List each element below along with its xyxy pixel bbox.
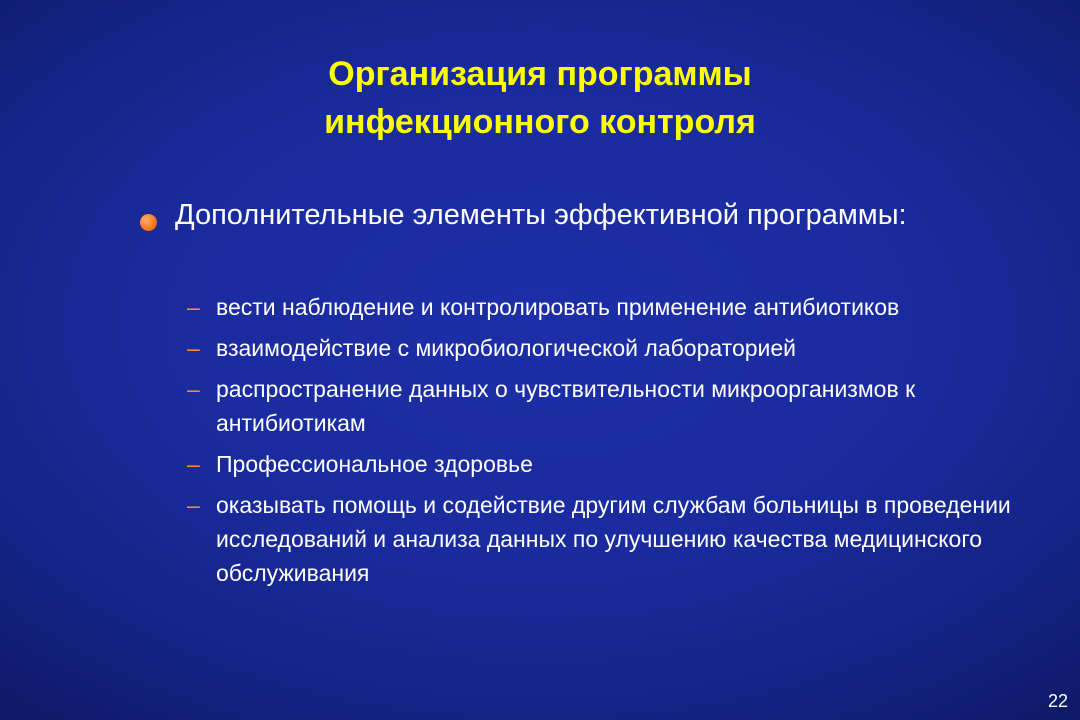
title-line-2: инфекционного контроля: [324, 103, 756, 141]
title-line-1: Организация программы: [328, 55, 752, 93]
sub-list: [187, 290, 1047, 597]
sub-item-text: оказывать помощь и содействие другим службам больницы в проведении исследований и анализа данных по улучшению качества медицинского обслуживания: [216, 492, 1011, 586]
sub-item: [187, 290, 1047, 324]
sub-item-text: Профессиональное здоровье: [216, 451, 533, 477]
sub-item-text: распространение данных о чувствительности микроорганизмов к антибиотикам: [216, 376, 916, 436]
dash-icon: –: [187, 294, 200, 320]
dash-icon: –: [187, 376, 200, 402]
dash-icon: –: [187, 492, 200, 518]
sub-item-text: вести наблюдение и контролировать применение антибиотиков: [216, 294, 900, 320]
sub-item-text: взаимодействие с микробиологической лабораторией: [216, 335, 797, 361]
sub-item: [187, 331, 1047, 365]
dash-icon: –: [187, 451, 200, 477]
slide-title: [0, 50, 1080, 146]
main-bullet-text: Дополнительные элементы эффективной программы:: [175, 199, 907, 231]
dash-icon: –: [187, 335, 200, 361]
sub-item: [187, 447, 1047, 481]
orange-dot-icon: [140, 214, 157, 231]
sub-item: [187, 488, 1047, 590]
page-number: 22: [1047, 691, 1068, 711]
sub-item: [187, 372, 1047, 440]
main-bullet: [140, 195, 1020, 235]
